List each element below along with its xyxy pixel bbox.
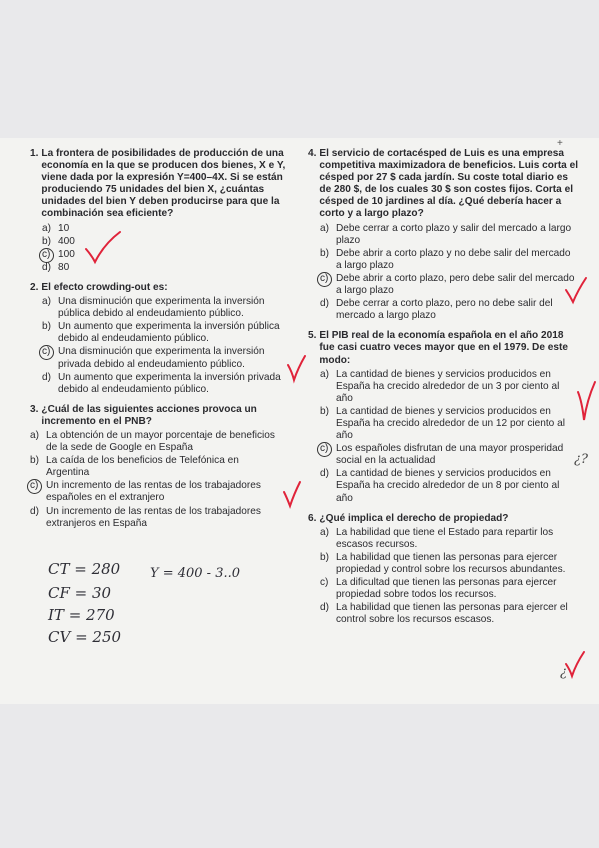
option-b[interactable]: b) La caída de los beneficios de Telefónica en Argentina (30, 455, 239, 479)
option-d[interactable]: d) La habilidad que tienen las personas para ejercer el control sobre los recursos escasos. (320, 602, 568, 626)
question-4 (308, 148, 580, 322)
option-a[interactable]: a) Una disminución que experimenta la inversión pública debido al endeudamiento público. (42, 296, 265, 320)
option-d[interactable]: d) 80 (42, 261, 70, 273)
option-c-selected[interactable]: c) Los españoles disfrutan de una mayor prosperidad social en la actualidad (320, 443, 564, 467)
option-c-selected[interactable]: c) 100 (42, 248, 75, 260)
option-d-selected[interactable]: d) La cantidad de bienes y servicios producidos en España ha crecido alrededor de un 8 por ciento al año (320, 468, 560, 504)
option-c[interactable]: c) La dificultad que tienen las personas para ejercer propiedad sobre todos los recursos. (320, 577, 557, 601)
handwritten-question-mark: ¿? (574, 452, 588, 467)
question-text: ¿Qué implica el derecho de propiedad? (319, 512, 509, 524)
question-text: El servicio de cortacésped de Luis es una empresa competitiva maximizadora de beneficios. Luis corta el césped por 27 $ cada jardín. Su coste total diario es de 280 $, de los cuales 30 $ son costes fijos. Corta el césped de 10 jardines al día. ¿Qué debería hacer a corto y a largo plazo? (319, 148, 579, 220)
question-number: 1. (30, 148, 39, 159)
question-number: 6. (308, 512, 317, 524)
question-number: 5. (308, 330, 317, 342)
question-text: La frontera de posibilidades de producción de una economía en la que se producen dos bienes, X e Y, viene dada por la expresión Y=400–4X. Si se están produciendo 75 unidades del bien X, ¿cuántas unidades del bien Y deben producirse para que la combinación sea eficiente? (41, 148, 286, 220)
option-a[interactable]: a) Debe cerrar a corto plazo y salir del mercado a largo plazo (320, 222, 572, 246)
question-text: El PIB real de la economía española en el año 2018 fue casi cuatro veces mayor que en el 1979. De este modo: (319, 330, 568, 366)
option-d[interactable]: d) Debe cerrar a corto plazo, pero no debe salir del mercado a largo plazo (320, 298, 553, 322)
handwritten-cv: CV = 250 (48, 628, 122, 646)
question-number: 3. (30, 403, 39, 415)
option-c-selected[interactable]: c) Un incremento de las rentas de los trabajadores españoles en el extranjero (30, 480, 261, 504)
option-b[interactable]: b) La cantidad de bienes y servicios producidos en España ha crecido alrededor de un 12 por ciento al año (320, 405, 565, 442)
question-number: 4. (308, 148, 317, 159)
option-b[interactable]: b) Un aumento que experimenta la inversión pública debido al endeudamiento público. (42, 321, 280, 345)
option-b[interactable]: b) Debe abrir a corto plazo y no debe salir del mercado a largo plazo (320, 247, 571, 271)
question-text: El efecto crowding-out es: (41, 281, 168, 293)
question-5 (308, 330, 580, 504)
question-number: 2. (30, 281, 39, 293)
option-b[interactable]: b) 400 (42, 235, 75, 247)
option-d[interactable]: d) Un incremento de las rentas de los trabajadores extranjeros en España (30, 505, 261, 529)
handwritten-question-mark: ¿ (560, 665, 567, 680)
question-2 (30, 282, 302, 396)
question-text: ¿Cuál de las siguientes acciones provoca un incremento en el PNB? (41, 403, 257, 427)
question-1 (30, 148, 302, 274)
option-d[interactable]: d) Un aumento que experimenta la inversión privada debido al endeudamiento público. (42, 371, 281, 395)
question-3 (30, 404, 302, 530)
handwritten-y-equation: Y = 400 - 3..0 (150, 566, 241, 581)
right-column (308, 148, 580, 634)
option-b[interactable]: b) La habilidad que tienen las personas para ejercer propiedad y control sobre los recursos abundantes. (320, 551, 566, 575)
option-a[interactable]: a) La habilidad que tiene el Estado para repartir los escasos recursos. (320, 526, 554, 550)
handwritten-mark: + (557, 138, 563, 149)
handwritten-ct: CT = 280 (48, 560, 121, 578)
question-6 (308, 513, 580, 627)
handwritten-cf: CF = 30 (48, 584, 112, 602)
option-c-selected[interactable]: c) Debe abrir a corto plazo, pero debe salir del mercado a largo plazo (320, 272, 575, 297)
option-c-selected[interactable]: c) Una disminución que experimenta la inversión privada debido al endeudamiento público. (42, 346, 265, 370)
handwritten-it: IT = 270 (48, 606, 115, 624)
option-a[interactable]: a) La cantidad de bienes y servicios producidos en España ha crecido alrededor de un 3 por ciento al año (320, 368, 560, 404)
option-a[interactable]: a) La obtención de un mayor porcentaje de beneficios de la sede de Google en España (30, 429, 275, 454)
option-a[interactable]: a) 10 (42, 222, 70, 234)
left-column (30, 148, 302, 538)
